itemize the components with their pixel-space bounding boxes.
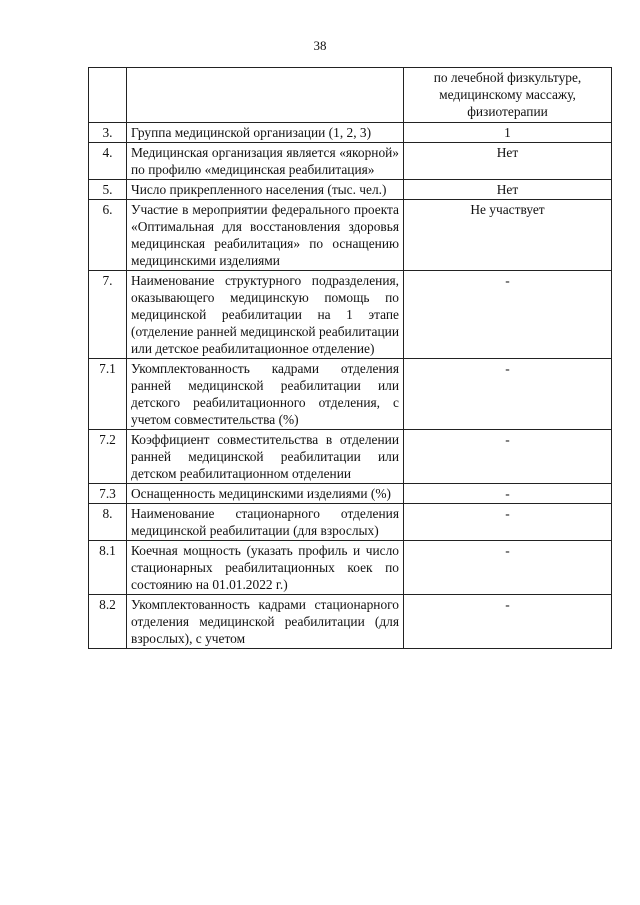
row-description: Наименование структурного подразделения, оказывающего медицинскую помощь по медицинской реабилитации на 1 этапе (отделение ранней медицинской реабилитации или детское реабилитационное отделение) — [127, 271, 404, 359]
row-number: 6. — [89, 200, 127, 271]
table-row — [89, 143, 612, 180]
row-description: Укомплектованность кадрами стационарного отделения медицинской реабилитации (для взрослых), с учетом — [127, 595, 404, 649]
table-row — [89, 504, 612, 541]
row-description: Укомплектованность кадрами отделения ранней медицинской реабилитации или детского реабилитационного отделения, с учетом совместительства (%) — [127, 359, 404, 430]
row-number: 8. — [89, 504, 127, 541]
page-number: 38 — [313, 38, 327, 53]
column-header-value: по лечебной физкультуре, медицинскому массажу, физиотерапии — [404, 68, 612, 123]
row-description: Участие в мероприятии федерального проекта «Оптимальная для восстановления здоровья медицинская реабилитация» по оснащению медицинскими изделиями — [127, 200, 404, 271]
table-row — [89, 541, 612, 595]
row-value: - — [404, 430, 612, 484]
table-row — [89, 430, 612, 484]
row-number: 5. — [89, 180, 127, 200]
row-description: Наименование стационарного отделения медицинской реабилитации (для взрослых) — [127, 504, 404, 541]
row-description: Группа медицинской организации (1, 2, 3) — [127, 123, 404, 143]
row-description: Коэффициент совместительства в отделении ранней медицинской реабилитации или детском реабилитационном отделении — [127, 430, 404, 484]
table-row — [89, 595, 612, 649]
table-row — [89, 200, 612, 271]
row-description — [127, 68, 404, 123]
row-value: - — [404, 359, 612, 430]
row-value: - — [404, 595, 612, 649]
rehabilitation-table — [88, 67, 612, 649]
row-value: - — [404, 504, 612, 541]
row-number: 3. — [89, 123, 127, 143]
row-value: Нет — [404, 180, 612, 200]
row-description: Медицинская организация является «якорной» по профилю «медицинская реабилитация» — [127, 143, 404, 180]
row-description: Число прикрепленного населения (тыс. чел.) — [127, 180, 404, 200]
table-row — [89, 180, 612, 200]
row-value: - — [404, 484, 612, 504]
table-row — [89, 484, 612, 504]
table-header-row — [89, 68, 612, 123]
row-number: 7. — [89, 271, 127, 359]
row-description: Оснащенность медицинскими изделиями (%) — [127, 484, 404, 504]
table-row — [89, 123, 612, 143]
row-description: Коечная мощность (указать профиль и число стационарных реабилитационных коек по состоянию на 01.01.2022 г.) — [127, 541, 404, 595]
row-number — [89, 68, 127, 123]
row-number: 8.2 — [89, 595, 127, 649]
row-value: Не участвует — [404, 200, 612, 271]
row-number: 7.2 — [89, 430, 127, 484]
row-value: - — [404, 541, 612, 595]
row-value: Нет — [404, 143, 612, 180]
table-row — [89, 271, 612, 359]
row-value: - — [404, 271, 612, 359]
row-number: 7.1 — [89, 359, 127, 430]
row-value: 1 — [404, 123, 612, 143]
table-row — [89, 359, 612, 430]
row-number: 4. — [89, 143, 127, 180]
row-number: 8.1 — [89, 541, 127, 595]
row-number: 7.3 — [89, 484, 127, 504]
